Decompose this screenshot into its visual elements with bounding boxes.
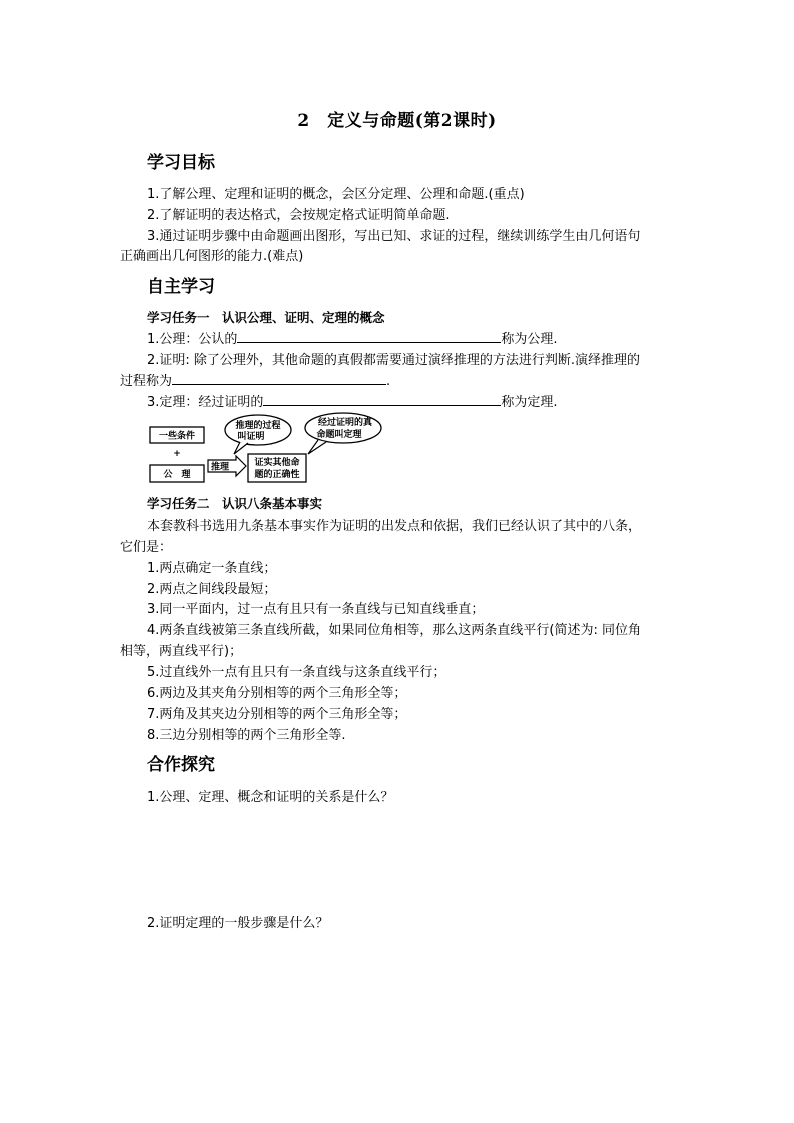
fact-item: 6.两边及其夹角分别相等的两个三角形全等； xyxy=(147,686,407,701)
goal-item-1: 1.了解公理、定理和证明的概念，会区分定理、公理和命题.(重点) xyxy=(147,187,525,202)
task2-intro-line1: 本套教科书选用九条基本事实作为证明的出发点和依据，我们已经认识了其中的八条， xyxy=(147,519,642,534)
axiom-blank[interactable] xyxy=(237,329,501,343)
theorem-bubble-line-1: 经过证明的真 xyxy=(317,418,373,428)
proof-blank[interactable] xyxy=(172,371,386,385)
goal-item-3-cont: 正确画出几何图形的能力.(难点) xyxy=(120,249,304,264)
result-line-1: 证实其他命 xyxy=(254,458,300,468)
proof-bubble-tail xyxy=(234,442,248,454)
goal-item-3: 3.通过证明步骤中由命题画出图形，写出已知、求证的过程，继续训练学生由几何语句 xyxy=(147,229,641,244)
theorem-blank[interactable] xyxy=(263,392,501,406)
theorem-suffix: 称为定理. xyxy=(501,395,558,410)
proof-prefix: 过程称为 xyxy=(120,374,173,389)
task2-title: 学习任务二 认识八条基本事实 xyxy=(147,496,323,511)
axiom-proof-diagram xyxy=(140,412,400,490)
plus-sign: + xyxy=(173,449,181,459)
theorem-question xyxy=(147,391,558,410)
result-line-2: 题的正确性 xyxy=(254,470,300,480)
proof-question-line2 xyxy=(120,370,390,389)
page-title: 2 定义与命题(第2课时) xyxy=(297,111,497,131)
cooperate-question-2: 2.证明定理的一般步骤是什么？ xyxy=(147,916,329,931)
fact-item: 8.三边分别相等的两个三角形全等. xyxy=(147,728,346,743)
task2-intro-line2: 它们是： xyxy=(120,540,173,555)
proof-suffix: . xyxy=(386,374,391,389)
fact-item: 7.两角及其夹边分别相等的两个三角形全等； xyxy=(147,707,407,722)
axiom-prefix: 1.公理：公认的 xyxy=(147,332,238,347)
self-study-heading: 自主学习 xyxy=(147,277,215,297)
axiom-suffix: 称为公理. xyxy=(501,332,558,347)
theorem-bubble-tail xyxy=(308,440,326,454)
goal-item-2: 2.了解证明的表达格式，会按规定格式证明简单命题. xyxy=(147,208,450,223)
conditions-label: 一些条件 xyxy=(158,431,196,442)
fact-item: 2.两点之间线段最短； xyxy=(147,582,277,597)
inference-label: 推理 xyxy=(210,462,230,473)
fact-item: 5.过直线外一点有且只有一条直线与这条直线平行； xyxy=(147,665,446,680)
proof-bubble-line-2: 叫证明 xyxy=(237,432,265,442)
fact-item: 4.两条直线被第三条直线所截，如果同位角相等，那么这两条直线平行(简述为: 同位角 xyxy=(147,623,641,638)
cooperate-heading: 合作探究 xyxy=(147,755,215,775)
proof-bubble-line-1: 推理的过程 xyxy=(235,421,281,431)
theorem-bubble-line-2: 命题叫定理 xyxy=(316,430,362,440)
theorem-prefix: 3.定理：经过证明的 xyxy=(147,395,264,410)
proof-question-line1: 2.证明: 除了公理外，其他命题的真假都需要通过演绎推理的方法进行判断.演绎推理的 xyxy=(147,353,641,368)
fact-item: 1.两点确定一条直线； xyxy=(147,561,277,576)
axiom-question xyxy=(147,328,558,347)
goals-heading: 学习目标 xyxy=(147,153,215,173)
fact-item-cont: 相等，两直线平行)； xyxy=(120,644,243,659)
cooperate-question-1: 1.公理、定理、概念和证明的关系是什么？ xyxy=(147,790,394,805)
fact-item: 3.同一平面内，过一点有且只有一条直线与已知直线垂直； xyxy=(147,602,485,617)
axiom-label: 公 理 xyxy=(163,470,191,480)
task1-title: 学习任务一 认识公理、证明、定理的概念 xyxy=(147,310,385,325)
